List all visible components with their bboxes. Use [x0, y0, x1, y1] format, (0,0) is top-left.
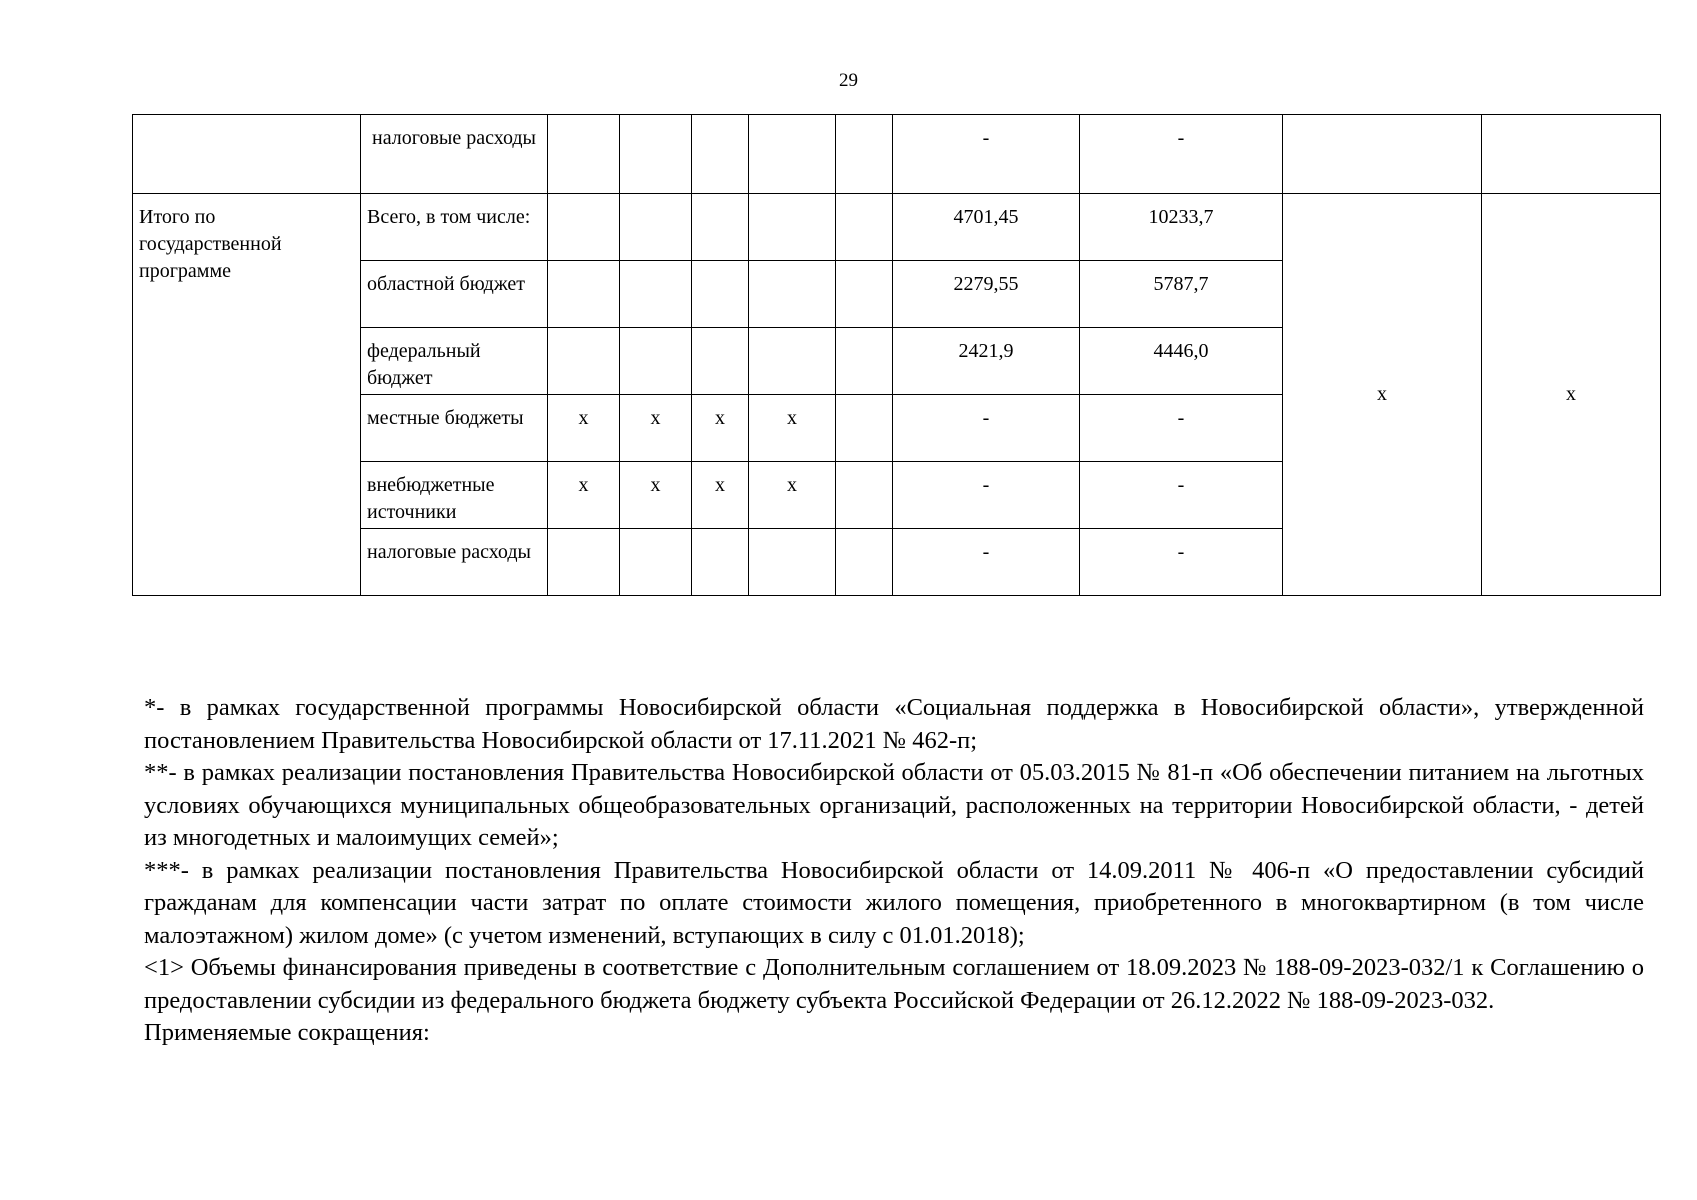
table-cell-value: 10233,7: [1080, 194, 1283, 261]
table-cell-value: -: [1080, 462, 1283, 529]
abbreviations-heading: Применяемые сокращения:: [144, 1019, 430, 1046]
table-cell-value: 2279,55: [893, 261, 1080, 328]
table-cell-type: федеральный бюджет: [361, 328, 548, 395]
table-row: [133, 194, 1661, 261]
table-cell-value: -: [893, 529, 1080, 596]
table-cell-value: -: [1080, 395, 1283, 462]
table-merged-cell: х: [1482, 194, 1661, 596]
table-cell-type: местные бюджеты: [361, 395, 548, 462]
footnote-3: ***- в рамках реализации постановления Правительства Новосибирской области от 14.09.2011 № 406-п «О предоставлении субсидий гражданам для компенсации части затрат по оплате стоимости жилого помещения, приобретенного в многоквартирном (в том числе малоэтажном) жилом доме» (с учетом изменений, вступающих в силу с 01.01.2018);: [144, 856, 1644, 949]
table-cell-type: внебюджетные источники: [361, 462, 548, 529]
footnote-4: <1> Объемы финансирования приведены в соответствие с Дополнительным соглашением от 18.09.2023 № 188-09-2023-032/1 к Соглашению о предоставлении субсидии из федерального бюджета бюджету субъекта Российской Федерации от 26.12.2022 № 188-09-2023-032.: [144, 954, 1644, 1014]
table-cell-value: 4701,45: [893, 194, 1080, 261]
table-cell-value: -: [1080, 529, 1283, 596]
footnote-1: *- в рамках государственной программы Новосибирской области «Социальная поддержка в Новосибирской области», утвержденной постановлением Правительства Новосибирской области от 17.11.2021 № 462-п;: [144, 694, 1644, 754]
footnote-2: **- в рамках реализации постановления Правительства Новосибирской области от 05.03.2015 № 81-п «Об обеспечении питанием на льготных условиях обучающихся муниципальных общеобразовательных организаций, расположенных на территории Новосибирской области, - детей из многодетных и малоимущих семей»;: [144, 759, 1644, 851]
table-cell-value: -: [893, 395, 1080, 462]
table-cell-value: -: [893, 115, 1080, 194]
table-row-top: [133, 115, 1661, 194]
table-group-label: Итого по государственной программе: [133, 194, 361, 596]
footnotes: [144, 692, 1644, 1050]
table-cell-value: -: [893, 462, 1080, 529]
table-cell-value: 5787,7: [1080, 261, 1283, 328]
budget-table: [132, 114, 1661, 596]
table-cell-value: 2421,9: [893, 328, 1080, 395]
table-row: внебюджетные источники х х х х - -: [133, 462, 1661, 529]
table-merged-cell: х: [1283, 194, 1482, 596]
table-row: местные бюджеты х х х х - -: [133, 395, 1661, 462]
table-cell-empty: [133, 115, 361, 194]
page-number: 29: [839, 70, 858, 91]
table-cell-type: областной бюджет: [361, 261, 548, 328]
table-cell-value: 4446,0: [1080, 328, 1283, 395]
table-cell-type: Всего, в том числе:: [361, 194, 548, 261]
table-cell-type: налоговые расходы: [361, 529, 548, 596]
table-cell-type: налоговые расходы: [361, 115, 548, 194]
table-cell-value: -: [1080, 115, 1283, 194]
